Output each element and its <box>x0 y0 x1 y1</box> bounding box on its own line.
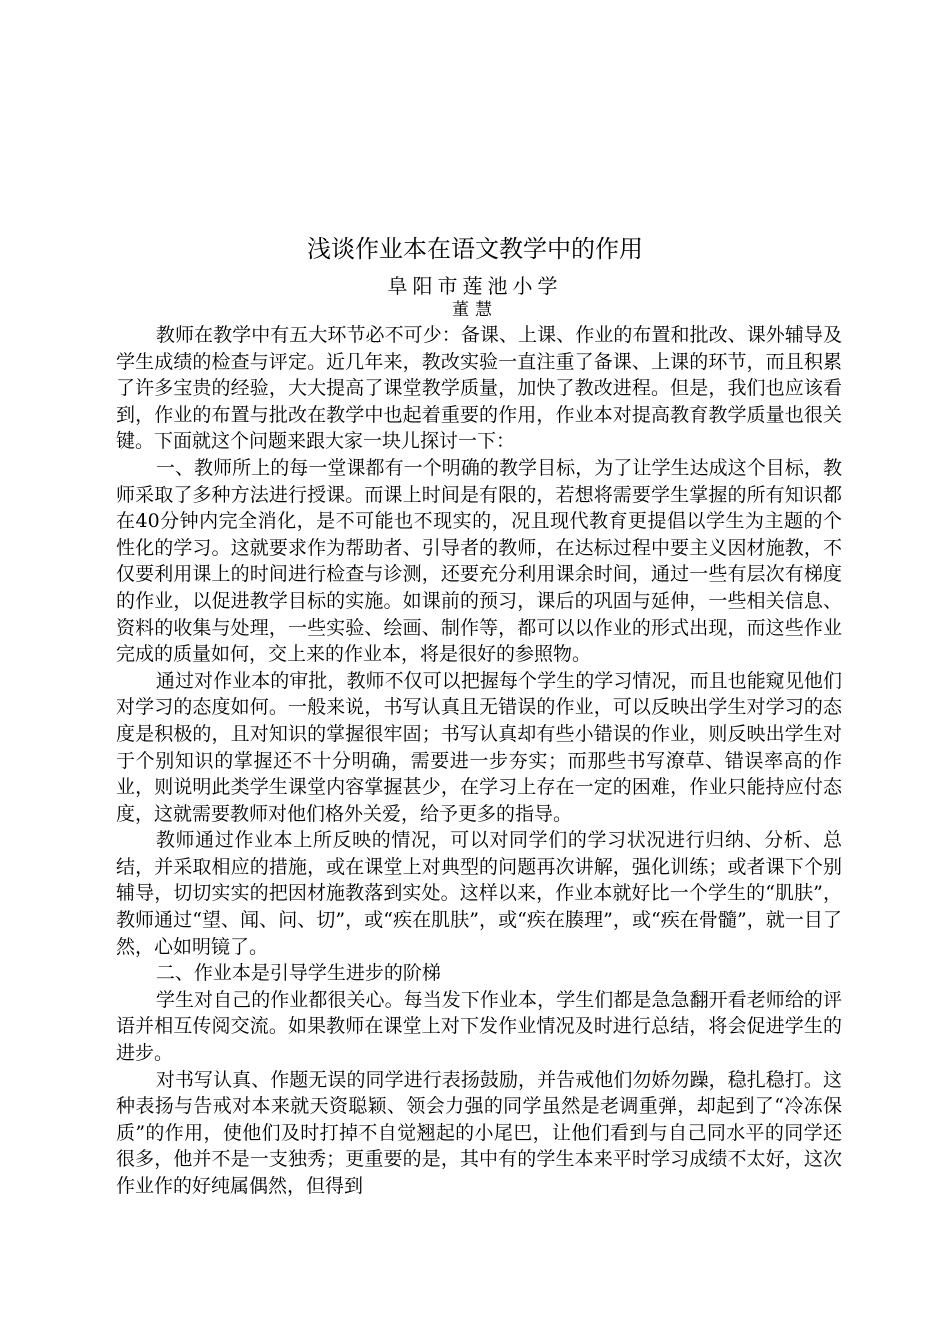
school-name: 阜阳市莲池小学 <box>387 274 563 298</box>
paragraph: 学生对自己的作业都很关心。每当发下作业本，学生们都是急急翻开看老师给的评语并相互传阅交流。如果教师在课堂上对下发作业情况及时进行总结，将会促进学生的进步。 <box>116 988 842 1065</box>
paragraph: 通过对作业本的审批，教师不仅可以把握每个学生的学习情况，而且也能窥见他们对学习的态度如何。一般来说，书写认真且无错误的作业，可以反映出学生对学习的态度是积极的，且对知识的掌握很牢固；书写认真却有些小错误的作业，则反映出学生对于个别知识的掌握还不十分明确，需要进一步夯实；而那些书写潦草、错误率高的作业，则说明此类学生课堂内容掌握甚少，在学习上存在一定的困难，作业只能持应付态度，这就需要教师对他们格外关爱，给予更多的指导。 <box>116 669 842 825</box>
section-heading: 二、作业本是引导学生进步的阶梯 <box>155 962 441 985</box>
paragraph: 教师通过作业本上所反映的情况，可以对同学们的学习状况进行归纳、分析、总结，并采取相应的措施，或在课堂上对典型的问题再次讲解，强化训练；或者课下个别辅导，切切实实的把因材施教落到实处。这样以来，作业本就好比一个学生的“肌肤”，教师通过“望、闻、问、切”，或“疾在肌肤”，或“疾在腠理”，或“疾在骨髓”，就一目了然，心如明镜了。 <box>116 829 842 958</box>
document-title: 浅谈作业本在语文教学中的作用 <box>307 235 643 263</box>
author-name: 董慧 <box>452 300 498 320</box>
paragraph: 一、教师所上的每一堂课都有一个明确的教学目标，为了让学生达成这个目标，教师采取了多种方法进行授课。而课上时间是有限的，若想将需要学生掌握的所有知识都在40分钟内完全消化，是不可能也不现实的，况且现代教育更提倡以学生为主题的个性化的学习。这就要求作为帮助者、引导者的教师，在达标过程中要主义因材施教，不仅要利用课上的时间进行检查与诊测，还要充分利用课余时间，通过一些有层次有梯度的作业，以促进教学目标的实施。如课前的预习，课后的巩固与延伸，一些相关信息、资料的收集与处理，一些实验、绘画、制作等，都可以以作业的形式出现，而这些作业完成的质量如何，交上来的作业本，将是很好的参照物。 <box>116 456 842 666</box>
paragraph: 对书写认真、作题无误的同学进行表扬鼓励，并告戒他们勿娇勿躁，稳扎稳打。这种表扬与告戒对本来就天资聪颖、领会力强的同学虽然是老调重弹，却起到了“冷冻保质”的作用，使他们及时打掉不自觉翘起的小尾巴，让他们看到与自己同水平的同学还很多，他并不是一支独秀；更重要的是，其中有的学生本来平时学习成绩不太好，这次作业作的好纯属偶然，但得到 <box>116 1068 842 1197</box>
article-body <box>116 322 842 1200</box>
paragraph: 教师在教学中有五大环节必不可少：备课、上课、作业的布置和批改、课外辅导及学生成绩的检查与评定。近几年来，教改实验一直注重了备课、上课的环节，而且积累了许多宝贵的经验，大大提高了课堂教学质量，加快了教改进程。但是，我们也应该看到，作业的布置与批改在教学中也起着重要的作用，作业本对提高教育教学质量也很关键。下面就这个问题来跟大家一块儿探讨一下： <box>116 324 842 453</box>
